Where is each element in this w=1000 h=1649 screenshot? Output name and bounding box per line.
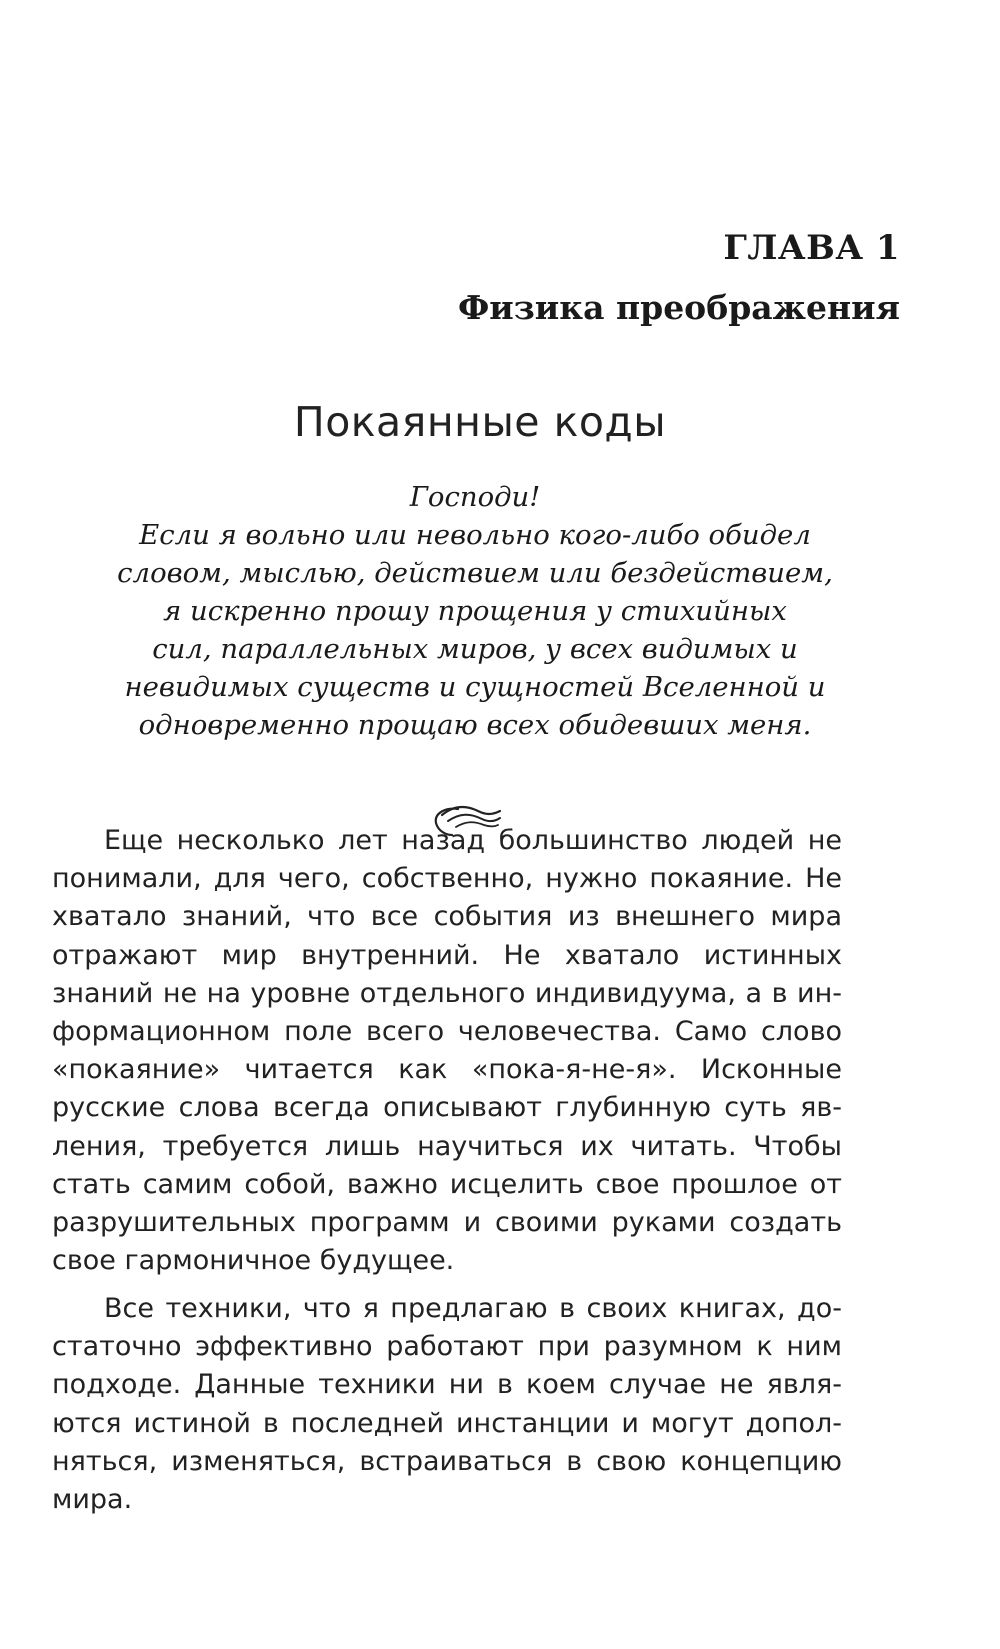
text-line: «покаяние» читается как «пока-я-не-я». Исконные [52, 1054, 842, 1086]
text-line: ления, требуется лишь научиться их читать. Чтобы [52, 1130, 842, 1162]
prayer-line: я искренно прошу прощения у стихийных [163, 595, 787, 627]
text-line: подходе. Данные техники ни в коем случае не явля- [52, 1369, 842, 1401]
text-line: мира. [52, 1484, 133, 1516]
chapter-number: ГЛАВА 1 [723, 228, 900, 268]
text-line: стать самим собой, важно исцелить свое прошлое от [52, 1168, 842, 1200]
paragraph-2 [52, 1290, 842, 1519]
text-line: хватало знаний, что все события из внешнего мира [52, 901, 842, 933]
text-line: разрушительных программ и своими руками создать [52, 1207, 842, 1239]
text-line: няться, изменяться, встраиваться в свою концепцию [52, 1445, 842, 1477]
text-line: понимали, для чего, собственно, нужно покаяние. Не [52, 863, 842, 895]
prayer-block [60, 478, 890, 744]
prayer-line: Господи! [409, 481, 541, 513]
text-line: свое гармоничное будущее. [52, 1245, 455, 1277]
chapter-title: Физика преображения [457, 288, 900, 327]
prayer-line: Если я вольно или невольно кого-либо обидел [139, 519, 811, 551]
text-line: Еще несколько лет назад большинство людей не [104, 825, 842, 856]
text-line: статочно эффективно работают при разумном к ним [52, 1331, 842, 1363]
prayer-line: словом, мыслью, действием или бездействием, [117, 557, 833, 589]
prayer-line: одновременно прощаю всех обидевших меня. [138, 709, 812, 741]
text-line: ются истиной в последней инстанции и могут допол- [52, 1407, 842, 1439]
text-line: формационном поле всего человечества. Само слово [52, 1016, 842, 1048]
text-line: Все техники, что я предлагаю в своих книгах, до- [104, 1293, 842, 1324]
text-line: знаний не на уровне отдельного индивидуума, а в ин- [52, 977, 842, 1009]
text-line: отражают мир внутренний. Не хватало истинных [52, 939, 842, 971]
text-line: русские слова всегда описывают глубинную суть яв- [52, 1092, 842, 1124]
prayer-line: сил, параллельных миров, у всех видимых и [152, 633, 798, 665]
section-title: Покаянные коды [293, 398, 667, 446]
prayer-line: невидимых существ и сущностей Вселенной и [124, 671, 826, 703]
paragraph-1 [52, 822, 842, 1280]
